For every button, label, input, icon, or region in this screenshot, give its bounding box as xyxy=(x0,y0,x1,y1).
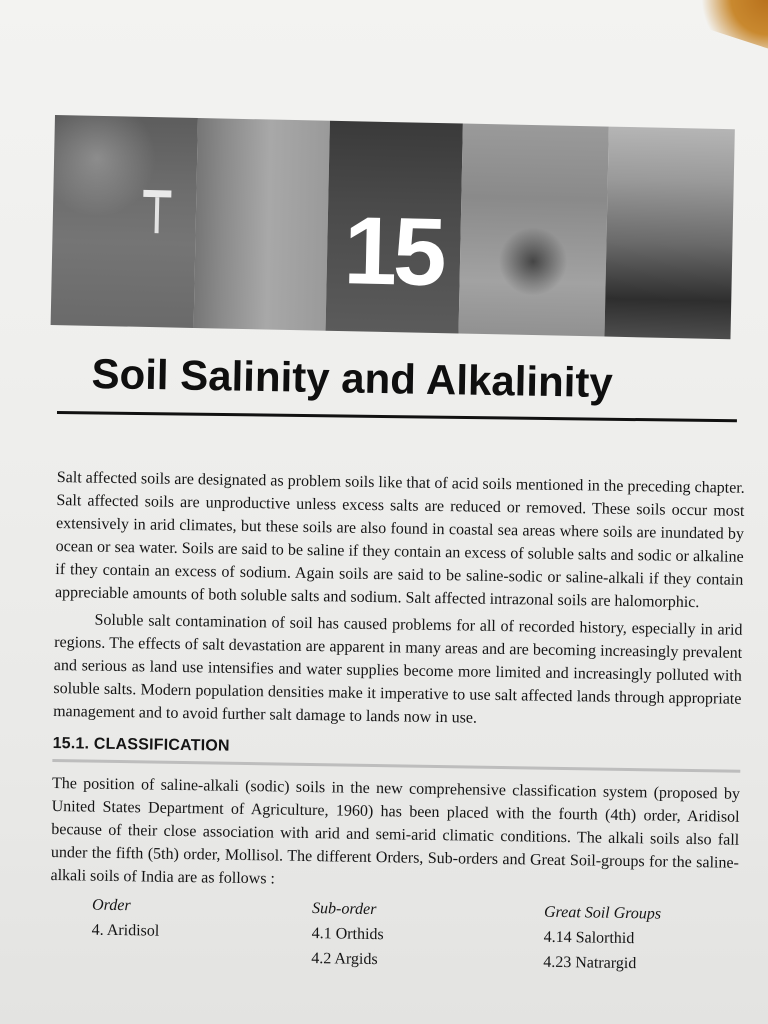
great-group-item: 4.23 Natrargid xyxy=(543,953,637,973)
order-item-empty xyxy=(91,943,311,971)
page-corner-shadow xyxy=(679,0,768,57)
classification-table xyxy=(49,893,738,978)
intro-paragraph-1: Salt affected soils are designated as problem soils like that of acid soils mentioned in the preceding chapter. Salt affected soils are unproductive unless excess salts are reduced or removed. These soils occur most extensively in arid climates, but these soils are also found in coastal sea areas where soils are inundated by ocean or sea water. Soils are said to be saline if they contain an excess of soluble salts and sodic or alkaline if they contain an excess of sodium. Again soils are said to be saline-sodic or saline-alkali if they contain appreciable amounts of both soluble salts and sodium. Salt affected intrazonal soils are halomorphic. xyxy=(54,468,745,612)
suborder-item: 4.2 Argids xyxy=(311,950,378,969)
column-header-order: Order xyxy=(91,896,131,915)
chapter-title: Soil Salinity and Alkalinity xyxy=(91,350,614,407)
column-header-suborder: Sub-order xyxy=(311,900,377,919)
section-heading: 15.1. CLASSIFICATION xyxy=(52,734,230,755)
chapter-number: 15 xyxy=(342,197,444,307)
soil-photo-2 xyxy=(194,118,330,331)
suborder-item: 4.1 Orthids xyxy=(311,925,384,944)
great-group-item: 4.14 Salorthid xyxy=(543,928,635,948)
column-header-great-soil-groups: Great Soil Groups xyxy=(543,903,662,923)
main-content xyxy=(49,466,745,978)
chapter-banner-photos xyxy=(50,115,734,349)
title-underline xyxy=(57,411,737,422)
hammer-icon xyxy=(140,187,175,236)
order-item: 4. Aridisol xyxy=(91,921,160,940)
classification-paragraph: The position of saline-alkali (sodic) soils in the new comprehensive classification system (proposed by United States Department of Agriculture, 1960) has been placed with the fourth (4th) order, Aridisol because of their close association with arid and semi-arid climatic conditions. The alkali soils also fall under the fifth (5th) order, Mollisol. The different Orders, Sub-orders and Great Soil-groups for the saline-alkali soils of India are as follows : xyxy=(50,774,741,888)
soil-photo-1 xyxy=(51,115,198,328)
soil-photo-4 xyxy=(459,124,609,337)
soil-photo-5 xyxy=(604,127,734,340)
intro-paragraph-2: Soluble salt contamination of soil has caused problems for all of recorded history, especially in arid regions. The effects of salt devastation are apparent in many areas and are becoming increasingly prevalent and serious as land use intensifies and water supplies become more limited and increasingly polluted with soluble salts. Modern population densities make it imperative to use salt affected lands through appropriate management and to avoid further salt damage to lands now in use. xyxy=(53,611,743,727)
